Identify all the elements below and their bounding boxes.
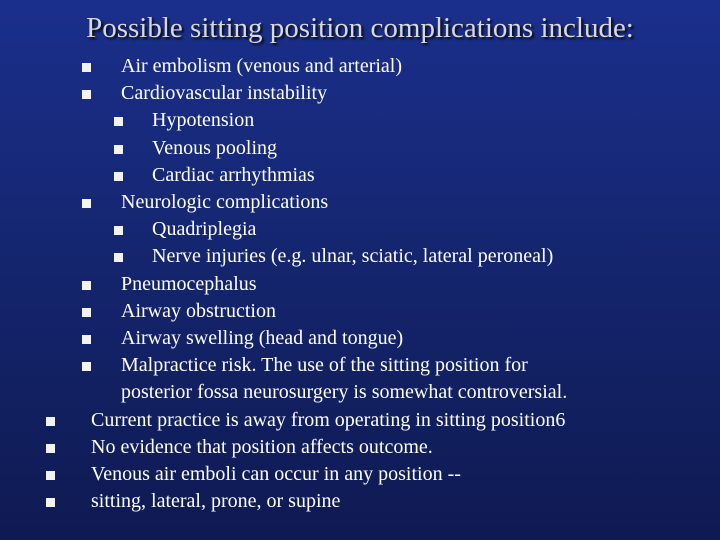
bullet-item <box>0 80 720 107</box>
sub-bullet-item <box>0 135 720 162</box>
bullet-text: Airway swelling (head and tongue) <box>121 327 404 350</box>
square-bullet-icon <box>82 199 91 208</box>
sub-bullet-item <box>0 162 720 189</box>
bullet-item <box>0 53 720 80</box>
square-bullet-icon <box>46 444 55 453</box>
top-bullet-item <box>0 461 720 488</box>
sub-bullet-item <box>0 216 720 243</box>
bullet-text: Cardiovascular instability <box>121 82 328 105</box>
bullet-text: Neurologic complications <box>121 191 329 214</box>
bullet-text: Nerve injuries (e.g. ulnar, sciatic, lateral peroneal) <box>152 245 554 268</box>
top-bullet-item <box>0 407 720 434</box>
bullet-item <box>0 325 720 352</box>
square-bullet-icon <box>82 281 91 290</box>
bullet-text: Venous pooling <box>152 136 277 159</box>
square-bullet-icon <box>82 362 91 371</box>
square-bullet-icon <box>114 172 123 181</box>
bullet-item <box>0 298 720 325</box>
square-bullet-icon <box>82 335 91 344</box>
square-bullet-icon <box>82 308 91 317</box>
square-bullet-icon <box>114 117 123 126</box>
slide-title: Possible sitting position complications include: <box>86 12 634 44</box>
top-bullet-item <box>0 488 720 515</box>
square-bullet-icon <box>114 145 123 154</box>
square-bullet-icon <box>82 90 91 99</box>
bullet-text: Venous air emboli can occur in any position -- <box>91 463 461 486</box>
bullet-item <box>0 271 720 298</box>
square-bullet-icon <box>114 226 123 235</box>
bullet-text: No evidence that position affects outcome. <box>91 435 433 458</box>
bullet-text: sitting, lateral, prone, or supine <box>91 490 341 513</box>
square-bullet-icon <box>46 417 55 426</box>
bullet-text-continuation: posterior fossa neurosurgery is somewhat controversial. <box>121 381 568 404</box>
bullet-text: Cardiac arrhythmias <box>152 163 315 186</box>
top-bullet-item <box>0 434 720 461</box>
square-bullet-icon <box>46 498 55 507</box>
bullet-text: Malpractice risk. The use of the sitting position for <box>121 354 528 377</box>
square-bullet-icon <box>82 63 91 72</box>
bullet-text: Pneumocephalus <box>121 272 257 295</box>
bullet-text: Air embolism (venous and arterial) <box>121 55 403 77</box>
bullet-list <box>0 53 720 515</box>
sub-bullet-item <box>0 107 720 134</box>
bullet-text: Airway obstruction <box>121 299 276 322</box>
bullet-text: Hypotension <box>152 109 255 132</box>
square-bullet-icon <box>114 253 123 262</box>
bullet-text: Current practice is away from operating in sitting position6 <box>91 408 566 431</box>
sub-bullet-item <box>0 243 720 270</box>
square-bullet-icon <box>46 471 55 480</box>
bullet-item <box>0 189 720 216</box>
bullet-text: Quadriplegia <box>152 218 257 241</box>
bullet-item <box>0 352 720 406</box>
